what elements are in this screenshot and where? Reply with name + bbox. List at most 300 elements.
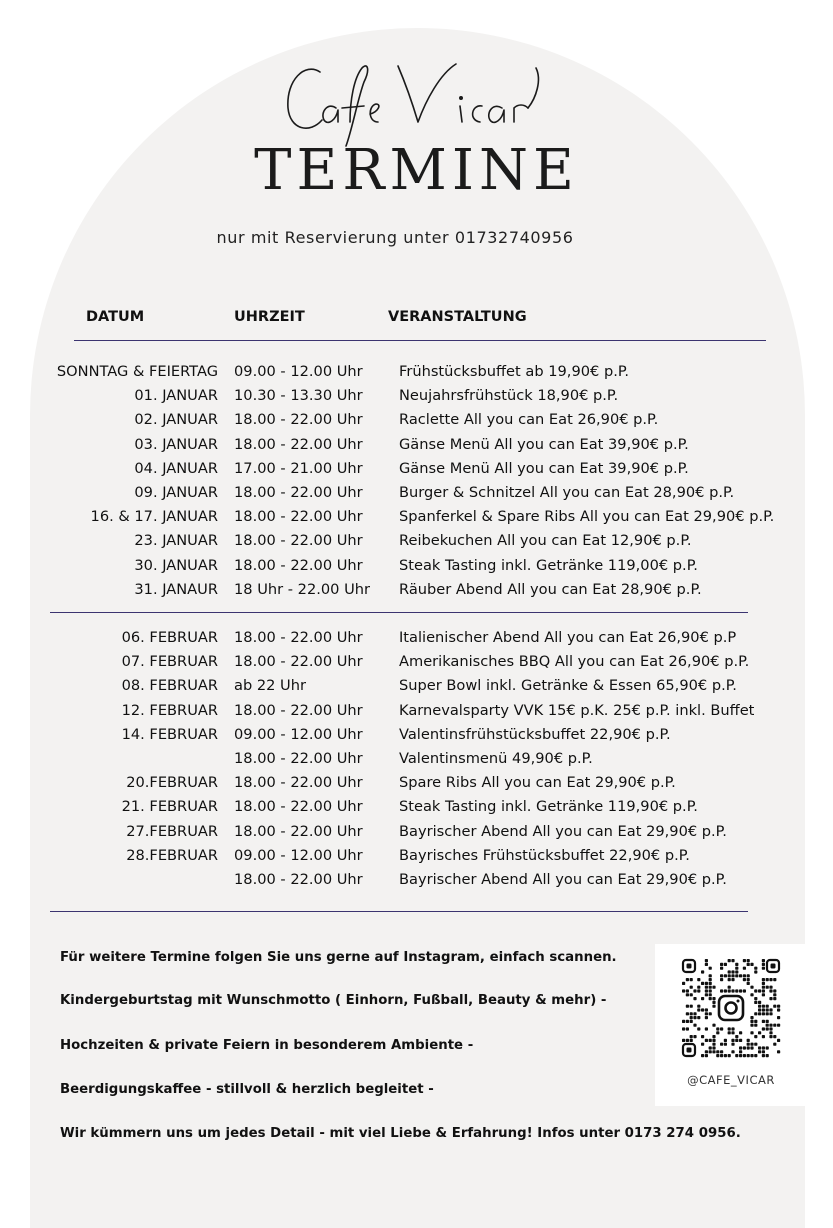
schedule-row [0, 844, 833, 868]
qr-module [709, 986, 712, 989]
event-time: 18.00 - 22.00 Uhr [234, 508, 363, 526]
qr-module [701, 1043, 704, 1046]
qr-module [731, 970, 734, 973]
qr-module [777, 1050, 780, 1053]
event-time: 18.00 - 22.00 Uhr [234, 483, 363, 501]
event-date: 01. JANUAR [134, 387, 218, 405]
qr-module [724, 1039, 727, 1042]
qr-module [750, 1046, 753, 1049]
qr-module [758, 1031, 761, 1034]
event-date: SONNTAG & FEIERTAG [56, 363, 218, 380]
qr-module [682, 1020, 685, 1023]
qr-module [728, 1027, 731, 1030]
qr-module [747, 1043, 750, 1046]
qr-module [747, 978, 750, 981]
qr-module [758, 1008, 761, 1011]
qr-module [724, 989, 727, 992]
qr-module [777, 1008, 780, 1011]
qr-module [758, 1012, 761, 1015]
qr-module [735, 970, 738, 973]
event-date: 02. JANUAR [134, 411, 218, 429]
event-time: 18.00 - 22.00 Uhr [234, 701, 363, 719]
qr-module [716, 1031, 719, 1034]
qr-module [762, 993, 765, 996]
event-description: Raclette All you can Eat 26,90€ p.P. [399, 411, 659, 429]
qr-module [709, 982, 712, 985]
event-description: Valentinsmenü 49,90€ p.P. [399, 749, 593, 767]
qr-module [758, 1005, 761, 1008]
schedule-row [0, 481, 833, 505]
qr-module [720, 978, 723, 981]
qr-module [758, 989, 761, 992]
qr-module [766, 1027, 769, 1030]
event-date: 31. JANAUR [134, 580, 218, 598]
qr-module [735, 989, 738, 992]
schedule-row [0, 747, 833, 771]
qr-module [777, 1024, 780, 1027]
qr-module [709, 989, 712, 992]
qr-module [754, 1012, 757, 1015]
event-description: Gänse Menü All you can Eat 39,90€ p.P. [399, 435, 689, 453]
event-time: 18.00 - 22.00 Uhr [234, 629, 363, 646]
schedule-row [0, 699, 833, 723]
event-description: Burger & Schnitzel All you can Eat 28,90€ p.P. [399, 483, 735, 501]
qr-module [750, 1020, 753, 1023]
event-description: Reibekuchen All you can Eat 12,90€ p.P. [399, 532, 692, 550]
event-date: 06. FEBRUAR [121, 629, 218, 646]
qr-module [720, 967, 723, 970]
qr-module [728, 989, 731, 992]
qr-module [709, 997, 712, 1000]
qr-module [743, 1054, 746, 1057]
qr-module [743, 978, 746, 981]
qr-module [735, 1035, 738, 1038]
qr-module [747, 974, 750, 977]
qr-module [690, 1016, 693, 1019]
schedule-row [0, 384, 833, 408]
qr-module [762, 1054, 765, 1057]
event-description: Neujahrsfrühstück 18,90€ p.P. [399, 387, 619, 405]
instagram-icon [716, 993, 746, 1023]
schedule-row [0, 868, 833, 892]
schedule-row [0, 529, 833, 553]
schedule-row [0, 360, 833, 384]
event-time: 18.00 - 22.00 Uhr [234, 653, 363, 671]
qr-module [712, 1046, 715, 1049]
event-date: 03. JANUAR [134, 435, 218, 453]
qr-module [705, 1050, 708, 1053]
qr-module [728, 978, 731, 981]
column-header-date: DATUM [86, 309, 145, 325]
qr-module [724, 1043, 727, 1046]
qr-module [690, 978, 693, 981]
event-date: 14. FEBRUAR [121, 725, 218, 743]
qr-module [712, 1050, 715, 1053]
qr-module [762, 986, 765, 989]
info-funeral-coffee: Beerdigungskaffee - stillvoll & herzlich begleitet - [60, 1082, 434, 1097]
info-closing: Wir kümmern uns um jedes Detail - mit viel Liebe & Erfahrung! Infos unter 0173 274 0956. [60, 1126, 741, 1141]
qr-module [712, 986, 715, 989]
qr-module [728, 1054, 731, 1057]
qr-module [762, 959, 765, 962]
qr-module [773, 978, 776, 981]
event-date: 09. JANUAR [134, 483, 218, 501]
qr-module [735, 963, 738, 966]
qr-module [686, 993, 689, 996]
qr-module [709, 978, 712, 981]
qr-module [739, 1031, 742, 1034]
qr-module [735, 974, 738, 977]
event-description: Karnevalsparty VVK 15€ p.K. 25€ p.P. inkl. Buffet [399, 701, 755, 719]
qr-module [762, 989, 765, 992]
event-description: Super Bowl inkl. Getränke & Essen 65,90€ p.P. [399, 677, 737, 695]
event-date: 04. JANUAR [134, 459, 218, 477]
qr-module [747, 959, 750, 962]
event-time: 18.00 - 22.00 Uhr [234, 822, 363, 840]
qr-module [728, 970, 731, 973]
qr-module [697, 989, 700, 992]
qr-module [709, 1050, 712, 1053]
qr-module [690, 986, 693, 989]
event-date: 20.FEBRUAR [126, 774, 218, 792]
qr-module [762, 982, 765, 985]
qr-module [682, 989, 685, 992]
qr-module [769, 1035, 772, 1038]
qr-module [728, 974, 731, 977]
qr-module [701, 1054, 704, 1057]
qr-module [705, 993, 708, 996]
qr-module [743, 974, 746, 977]
qr-module [693, 1012, 696, 1015]
qr-module [773, 1043, 776, 1046]
event-description: Gänse Menü All you can Eat 39,90€ p.P. [399, 459, 689, 477]
qr-module [720, 989, 723, 992]
qr-module [754, 1001, 757, 1004]
qr-module [743, 959, 746, 962]
schedule-row [0, 650, 833, 674]
cafe-vicar-logo [280, 50, 550, 150]
qr-module [754, 989, 757, 992]
qr-module [705, 986, 708, 989]
schedule-row [0, 723, 833, 747]
qr-module [712, 1039, 715, 1042]
qr-module [693, 997, 696, 1000]
qr-module [709, 974, 712, 977]
qr-module [731, 959, 734, 962]
event-time: 17.00 - 21.00 Uhr [234, 459, 363, 477]
qr-module [750, 986, 753, 989]
column-header-time: UHRZEIT [234, 309, 305, 325]
schedule-row [0, 771, 833, 795]
qr-module [697, 1005, 700, 1008]
qr-module [769, 1008, 772, 1011]
qr-module [705, 989, 708, 992]
qr-module [762, 1035, 765, 1038]
event-time: 18.00 - 22.00 Uhr [234, 870, 363, 888]
qr-module [701, 1035, 704, 1038]
qr-module [747, 1039, 750, 1042]
qr-module [697, 978, 700, 981]
qr-module [766, 1012, 769, 1015]
event-time: 18 Uhr - 22.00 Uhr [234, 580, 371, 598]
qr-module [731, 1027, 734, 1030]
event-time: 18.00 - 22.00 Uhr [234, 798, 363, 816]
qr-module [693, 1016, 696, 1019]
qr-module [716, 1027, 719, 1030]
qr-module [762, 967, 765, 970]
schedule-row [0, 578, 833, 602]
info-weddings: Hochzeiten & private Feiern in besonderem Ambiente - [60, 1038, 474, 1053]
event-date: 27.FEBRUAR [126, 822, 218, 840]
qr-module [701, 970, 704, 973]
qr-module [697, 1027, 700, 1030]
qr-module [690, 1005, 693, 1008]
qr-module [766, 986, 769, 989]
event-description: Bayrischer Abend All you can Eat 29,90€ p.P. [399, 870, 727, 888]
qr-card [655, 944, 807, 1106]
schedule-row [0, 626, 833, 650]
qr-module [682, 982, 685, 985]
qr-module [766, 1046, 769, 1049]
qr-module [712, 1001, 715, 1004]
qr-module [682, 1039, 685, 1042]
qr-module [712, 1043, 715, 1046]
qr-module [705, 963, 708, 966]
event-time: 09.00 - 12.00 Uhr [234, 363, 363, 380]
qr-module [754, 1020, 757, 1023]
qr-module [720, 1054, 723, 1057]
qr-module [769, 1012, 772, 1015]
column-header-event: VERANSTALTUNG [388, 309, 527, 325]
qr-module [724, 974, 727, 977]
qr-module [712, 1024, 715, 1027]
qr-module [762, 1005, 765, 1008]
event-time: 18.00 - 22.00 Uhr [234, 532, 363, 550]
qr-module [686, 978, 689, 981]
qr-module [769, 1031, 772, 1034]
qr-module [709, 967, 712, 970]
qr-module [773, 993, 776, 996]
event-time: ab 22 Uhr [234, 677, 306, 695]
event-description: Steak Tasting inkl. Getränke 119,90€ p.P. [399, 798, 698, 816]
event-description: Bayrischer Abend All you can Eat 29,90€ p.P. [399, 822, 727, 840]
event-description: Valentinsfrühstücksbuffet 22,90€ p.P. [399, 725, 671, 743]
event-time: 10.30 - 13.30 Uhr [234, 387, 363, 405]
schedule-row [0, 457, 833, 481]
qr-module [709, 1039, 712, 1042]
event-description: Steak Tasting inkl. Getränke 119,00€ p.P. [399, 556, 698, 574]
qr-module [731, 974, 734, 977]
event-date: 07. FEBRUAR [121, 653, 218, 671]
schedule-row [0, 795, 833, 819]
qr-module [773, 1024, 776, 1027]
qr-module [724, 1054, 727, 1057]
qr-module [769, 997, 772, 1000]
qr-module [758, 1050, 761, 1053]
event-date: 30. JANUAR [134, 556, 218, 574]
qr-module [777, 1039, 780, 1042]
qr-module [766, 978, 769, 981]
qr-module [754, 1035, 757, 1038]
january-schedule [0, 360, 833, 602]
qr-module [693, 1035, 696, 1038]
schedule-row [0, 820, 833, 844]
qr-module [686, 1027, 689, 1030]
qr-module [697, 1008, 700, 1011]
qr-module [731, 1050, 734, 1053]
event-date: 23. JANUAR [134, 532, 218, 550]
qr-module [690, 1035, 693, 1038]
qr-module [686, 1039, 689, 1042]
qr-module [739, 989, 742, 992]
qr-module [762, 1020, 765, 1023]
schedule-row [0, 554, 833, 578]
event-date: 28.FEBRUAR [126, 846, 218, 864]
instagram-qr-code[interactable] [681, 958, 781, 1064]
qr-module [709, 1046, 712, 1049]
qr-module [739, 1039, 742, 1042]
event-time: 18.00 - 22.00 Uhr [234, 556, 363, 574]
qr-module [766, 1005, 769, 1008]
event-description: Frühstücksbuffet ab 19,90€ p.P. [399, 363, 630, 380]
qr-module [747, 1054, 750, 1057]
qr-module [716, 1050, 719, 1053]
qr-module [731, 1031, 734, 1034]
qr-module [758, 1001, 761, 1004]
event-time: 18.00 - 22.00 Uhr [234, 435, 363, 453]
qr-module [686, 989, 689, 992]
event-description: Amerikanisches BBQ All you can Eat 26,90€ p.P. [399, 653, 750, 671]
qr-module [705, 1027, 708, 1030]
qr-module [731, 1039, 734, 1042]
qr-module [766, 1020, 769, 1023]
qr-module [777, 1016, 780, 1019]
qr-module [769, 1027, 772, 1030]
qr-module [720, 963, 723, 966]
event-date: 12. FEBRUAR [121, 701, 218, 719]
qr-module [762, 1027, 765, 1030]
qr-module [686, 1012, 689, 1015]
qr-module [739, 1046, 742, 1049]
qr-module [709, 1012, 712, 1015]
schedule-row [0, 433, 833, 457]
qr-module [743, 1046, 746, 1049]
qr-module [739, 1054, 742, 1057]
event-date: 16. & 17. JANUAR [90, 508, 218, 526]
qr-module [743, 967, 746, 970]
qr-module [720, 1043, 723, 1046]
event-description: Räuber Abend All you can Eat 28,90€ p.P. [399, 580, 702, 598]
qr-module [750, 1016, 753, 1019]
qr-module [716, 1054, 719, 1057]
event-description: Spanferkel & Spare Ribs All you can Eat 29,90€ p.P. [399, 508, 775, 526]
qr-module [754, 1054, 757, 1057]
qr-module [754, 997, 757, 1000]
qr-module [769, 1024, 772, 1027]
info-instagram: Für weitere Termine folgen Sie uns gerne auf Instagram, einfach scannen. [60, 950, 617, 965]
qr-module [762, 1008, 765, 1011]
qr-module [769, 989, 772, 992]
qr-module [769, 986, 772, 989]
qr-module [769, 978, 772, 981]
qr-module [754, 970, 757, 973]
event-time: 18.00 - 22.00 Uhr [234, 749, 363, 767]
qr-module [750, 993, 753, 996]
qr-module [693, 1024, 696, 1027]
qr-module [762, 978, 765, 981]
reservation-note: nur mit Reservierung unter 01732740956 [216, 228, 574, 247]
qr-module [705, 1016, 708, 1019]
event-time: 09.00 - 12.00 Uhr [234, 846, 363, 864]
qr-module [697, 986, 700, 989]
qr-module [728, 959, 731, 962]
qr-module [709, 993, 712, 996]
qr-module [743, 989, 746, 992]
qr-module [766, 1008, 769, 1011]
qr-module [701, 982, 704, 985]
qr-module [728, 1031, 731, 1034]
qr-module [754, 1024, 757, 1027]
qr-module [773, 989, 776, 992]
qr-module [731, 978, 734, 981]
qr-module [682, 1027, 685, 1030]
qr-module [773, 997, 776, 1000]
qr-module [686, 1020, 689, 1023]
event-description: Italienischer Abend All you can Eat 26,90€ p.P [399, 629, 737, 646]
february-schedule [0, 626, 833, 892]
qr-module [697, 1016, 700, 1019]
qr-module [739, 974, 742, 977]
qr-module [712, 997, 715, 1000]
month-divider [50, 612, 748, 613]
qr-module [747, 1046, 750, 1049]
qr-module [735, 1054, 738, 1057]
qr-module [690, 993, 693, 996]
footer-divider [50, 911, 748, 912]
event-time: 09.00 - 12.00 Uhr [234, 725, 363, 743]
qr-module [773, 1005, 776, 1008]
qr-module [731, 989, 734, 992]
qr-module [712, 1005, 715, 1008]
qr-module [739, 1050, 742, 1053]
qr-module [690, 1012, 693, 1015]
instagram-handle: @CAFE_VICAR [687, 1073, 775, 1087]
event-description: Spare Ribs All you can Eat 29,90€ p.P. [399, 774, 676, 792]
qr-module [705, 1039, 708, 1042]
event-date: 08. FEBRUAR [121, 677, 218, 695]
schedule-row [0, 408, 833, 432]
qr-module [777, 1005, 780, 1008]
qr-module [712, 1035, 715, 1038]
qr-module [747, 982, 750, 985]
qr-module [754, 1043, 757, 1046]
qr-module [762, 1046, 765, 1049]
qr-module [731, 1043, 734, 1046]
qr-module [773, 1035, 776, 1038]
qr-module [750, 1054, 753, 1057]
qr-module [728, 986, 731, 989]
qr-module [762, 1050, 765, 1053]
qr-module [701, 1008, 704, 1011]
qr-module [720, 974, 723, 977]
event-description: Bayrisches Frühstücksbuffet 22,90€ p.P. [399, 846, 690, 864]
event-date: 21. FEBRUAR [121, 798, 218, 816]
qr-module [705, 959, 708, 962]
qr-module [750, 1043, 753, 1046]
qr-module [762, 1012, 765, 1015]
qr-module [690, 1020, 693, 1023]
qr-module [735, 1039, 738, 1042]
